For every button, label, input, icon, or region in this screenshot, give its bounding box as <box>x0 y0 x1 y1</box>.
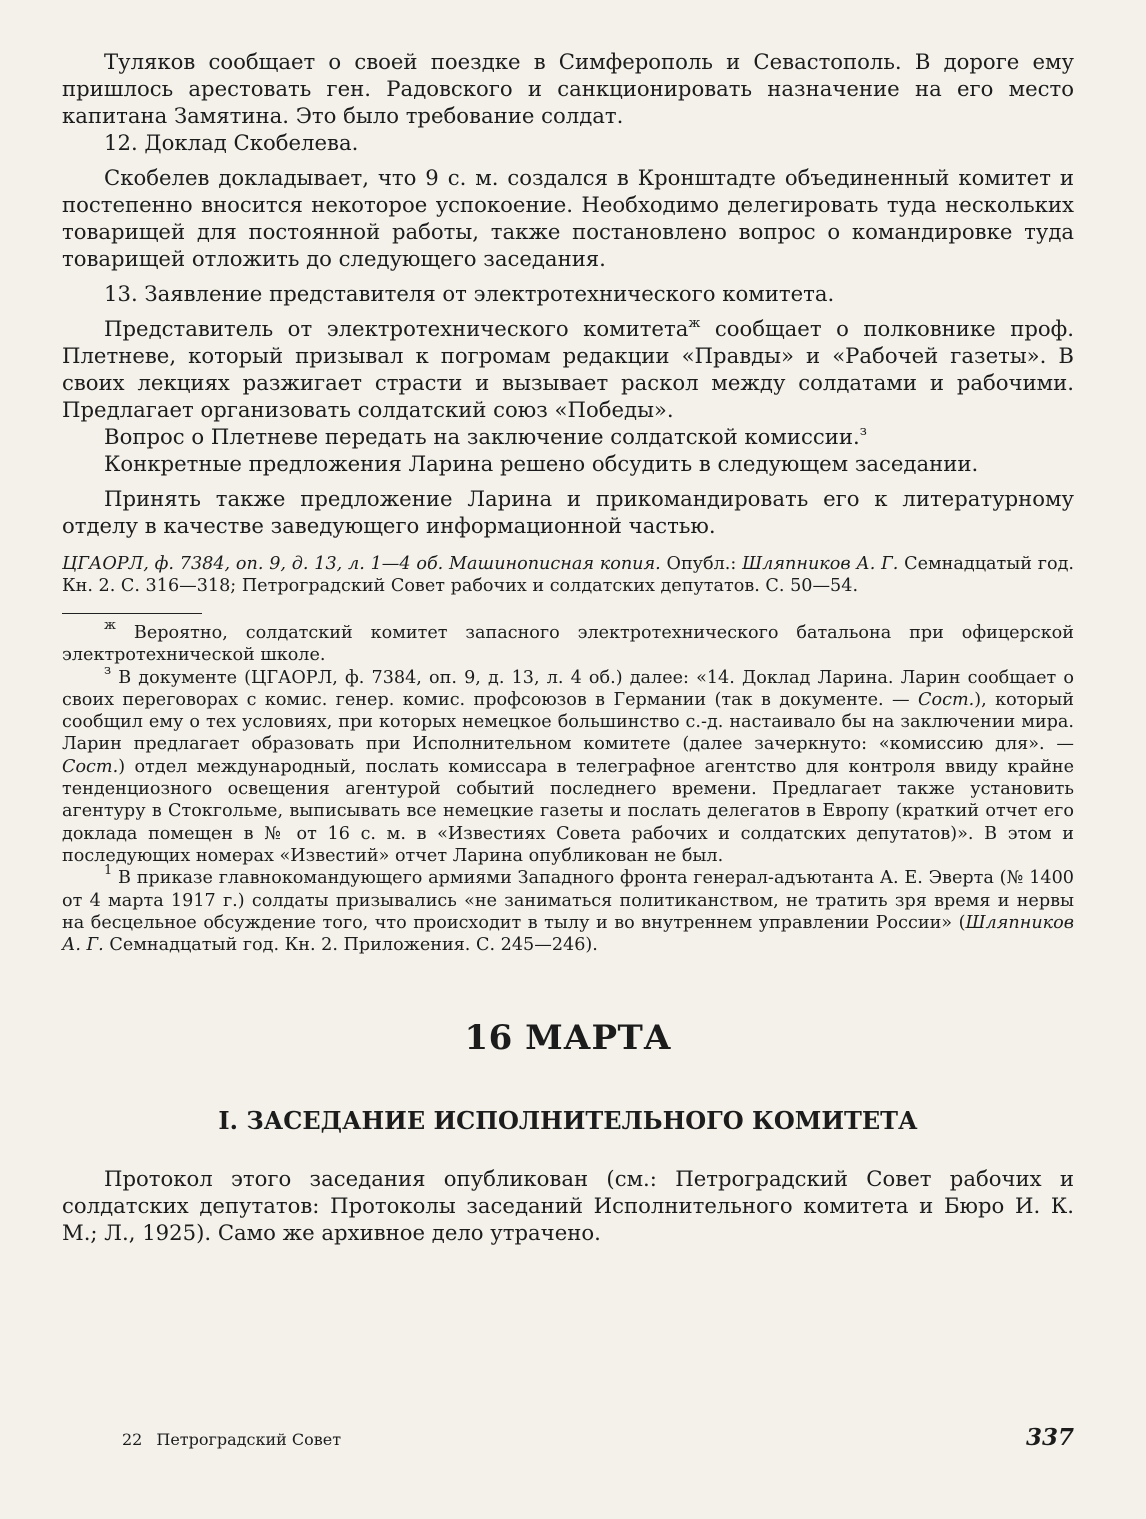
citation-author: Шляпников А. Г. <box>742 554 899 574</box>
paragraph: Туляков сообщает о своей поездке в Симферополь и Севастополь. В дороге ему пришлось арестовать ген. Радовского и санкционировать назначение на его место капитана Замятина. Это было требование солдат. <box>62 49 1074 128</box>
signature-number: 22 <box>122 1430 143 1449</box>
text: сообщает о полковнике проф. Плетневе, который призывал к погромам редакции «Правды» и «Рабочей газеты». В своих лекциях разжигает страсти и вызывает раскол между солдатами и рабочими. Предлагает организовать солдатский союз «Победы». <box>62 316 1074 422</box>
footnote <box>62 662 1074 868</box>
document-page <box>62 48 1074 1246</box>
text: Вопрос о Плетневе передать на заключение солдатской комиссии. <box>104 424 860 449</box>
text: Представитель от электротехнического комитета <box>104 316 689 341</box>
published-prefix: Опубл.: <box>666 554 737 574</box>
page-footer <box>62 1424 1074 1460</box>
footnote-italic: Шляпников А. Г. <box>62 912 1074 956</box>
main-text <box>62 48 1074 539</box>
signature-title: Петроградский Совет <box>156 1430 342 1449</box>
footnote-text: В документе (ЦГАОРЛ, ф. 7384, оп. 9, д. 13, л. 4 об.) далее: «14. Доклад Ларина. Ларин сообщает о своих переговорах с комис. генер. комис. профсоюзов в Германии (так в документе. — <box>62 667 1074 710</box>
paragraph <box>62 423 1074 450</box>
page-number: 337 <box>1025 1424 1074 1451</box>
item-heading: 13. Заявление представителя от электротехнического комитета. <box>104 281 835 306</box>
footnote-text: Вероятно, солдатский комитет запасного электротехнического батальона при офицерской электротехнической школе. <box>62 623 1075 666</box>
footnote-text: В приказе главнокомандующего армиями Западного фронта генерал-адъютанта А. Е. Эверта (№ 1400 от 4 марта 1917 г.) солдаты призывались «не заниматься политиканством, не тратить зря время и нервы на бесцельное обсуждение того, что происходит в тылу и во внутреннем управлении России» ( <box>62 868 1074 933</box>
footnote <box>62 618 1075 667</box>
footnote <box>62 863 1074 956</box>
date-heading: 16 МАРТА <box>464 1018 672 1059</box>
footnote-mark: ж <box>104 618 116 633</box>
citation-rest: Семнадцатый год. Кн. 2. С. 316—318; Петроградский Совет рабочих и солдатских депутатов. С. 50—54. <box>62 554 1075 596</box>
source-citation <box>62 553 1074 597</box>
footnote-ref: ж <box>688 316 701 331</box>
section-heading: I. ЗАСЕДАНИЕ ИСПОЛНИТЕЛЬНОГО КОМИТЕТА <box>218 1106 918 1136</box>
paragraph <box>62 315 1074 423</box>
footnote-italic: Сост. <box>918 689 975 710</box>
footnote-ref: з <box>859 424 867 439</box>
paragraph: Конкретные предложения Ларина решено обсудить в следующем заседании. <box>104 451 979 476</box>
footnote-text: ), который сообщил ему о тех условиях, при которых немецкое большинство с.-д. настаивало бы на заключении мира. Ларин предлагает образовать при Исполнительном комитете (далее зачеркнуто: «комиссию для». — <box>62 689 1074 755</box>
footnotes <box>62 618 1075 956</box>
footnote-italic: Сост. <box>62 756 119 777</box>
section-intro <box>62 1165 1074 1246</box>
footnote-text: ) отдел международный, послать комиссара в телеграфное агентство для контроля ввиду крайне тенденциозного освещения агентурой событий последнего времени. Предлагает также установить агентуру в Стокгольме, выписывать все немецкие газеты и послать делегатов в Европу (краткий отчет его доклада помещен в № от 16 с. м. в «Известиях Совета рабочих и солдатских депутатов)». В этом и последующих номерах «Известий» отчет Ларина опубликован не был. <box>62 756 1074 866</box>
footnote-mark: з <box>104 662 112 678</box>
paragraph: Принять также предложение Ларина и прикомандировать его к литературному отделу в качестве заведующего информационной частью. <box>62 486 1074 538</box>
footnote-mark: 1 <box>104 863 113 879</box>
footnote-divider <box>62 613 202 614</box>
paragraph: Скобелев докладывает, что 9 с. м. создался в Кронштадте объединенный комитет и постепенно вносится некоторое успокоение. Необходимо делегировать туда нескольких товарищей для постоянной работы, также постановлено вопрос о командировке туда товарищей отложить до следующего заседания. <box>62 165 1074 271</box>
signature-mark <box>122 1430 341 1449</box>
paragraph: Протокол этого заседания опубликован (см.: Петроградский Совет рабочих и солдатских депутатов: Протоколы заседаний Исполнительного комитета и Бюро И. К. М.; Л., 1925). Само же архивное дело утрачено. <box>62 1166 1074 1246</box>
archive-ref: ЦГАОРЛ, ф. 7384, оп. 9, д. 13, л. 1—4 об. Машинописная копия. <box>62 554 661 574</box>
item-heading: 12. Доклад Скобелева. <box>104 130 359 155</box>
footnote-text: Семнадцатый год. Кн. 2. Приложения. С. 245—246). <box>109 935 598 956</box>
